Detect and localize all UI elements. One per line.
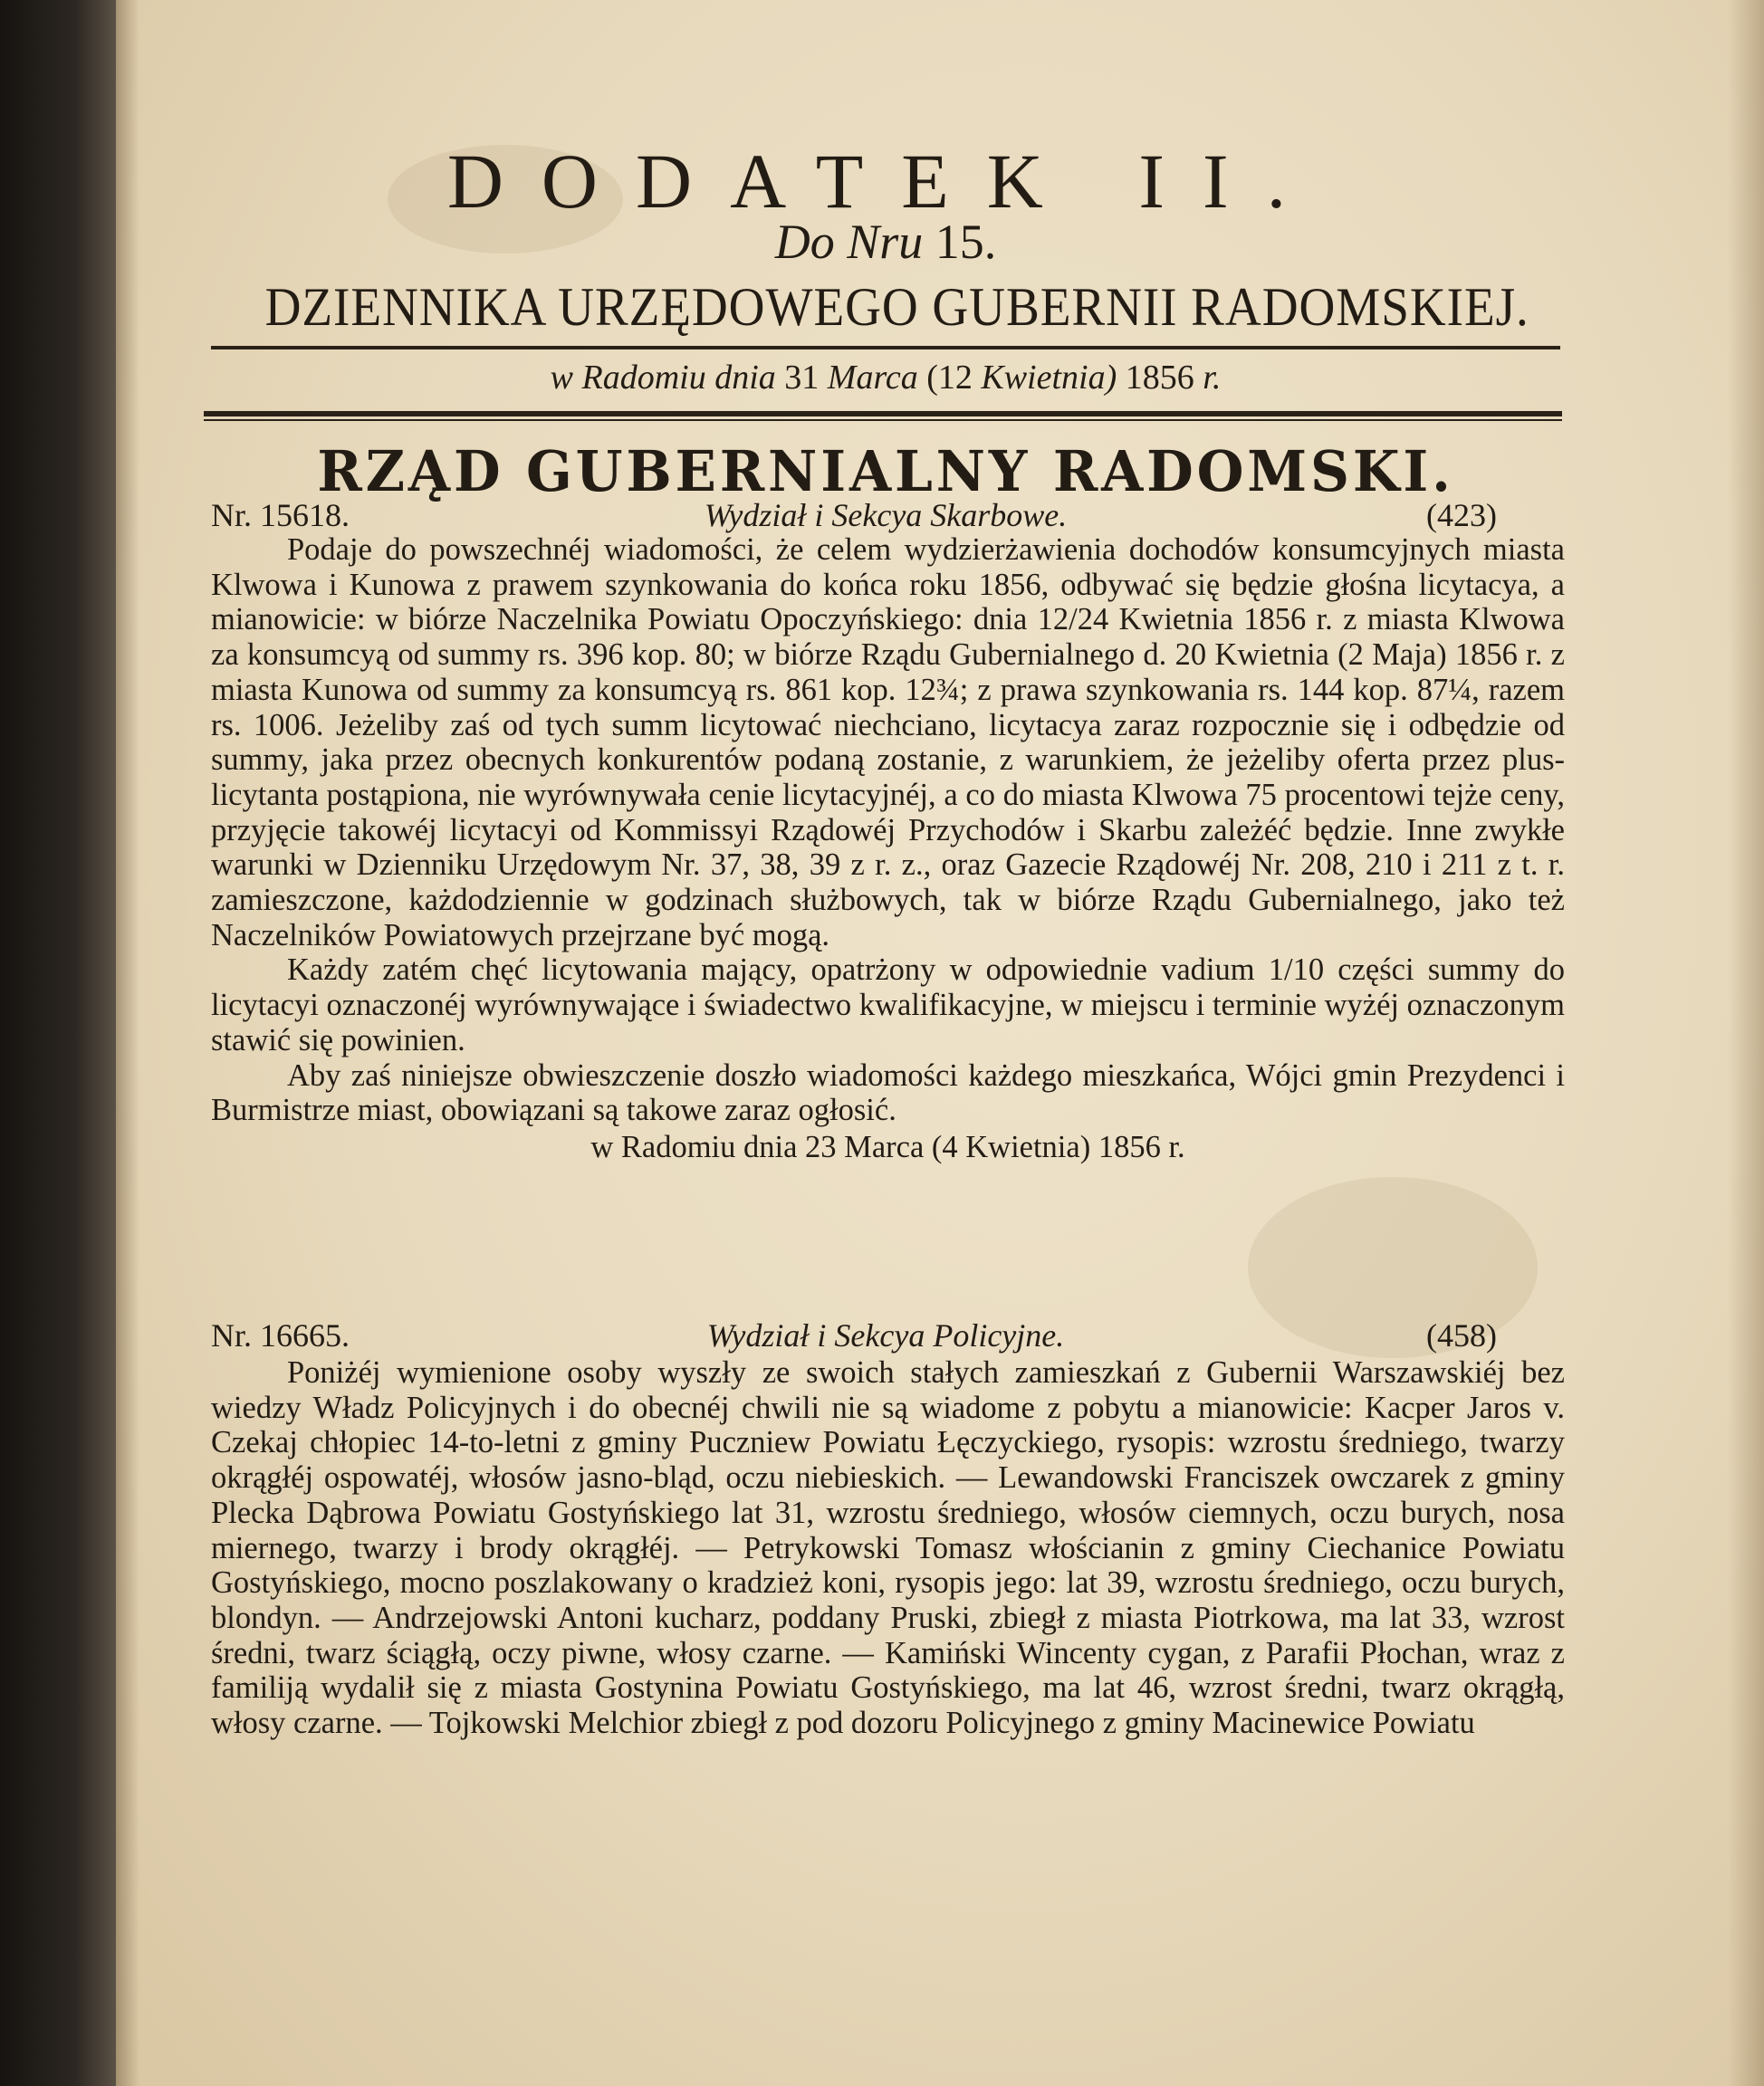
date-alt-month: Kwietnia) [981,359,1117,397]
date-year: 1856 [1125,359,1194,397]
notice-number: Nr. 16665. [211,1317,350,1354]
notice-code: (423) [1426,497,1497,533]
date-month: Marca [827,359,918,397]
issue-prefix: Do Nru [774,215,924,269]
issue-number: 15. [935,215,997,269]
date-r: r. [1203,359,1222,397]
notice-header [211,1316,1560,1356]
date-alt: (12 [926,359,973,397]
notice-paragraph: Każdy zatém chęć licytowania mający, opatrżony w odpowiednie vadium 1/10 części summy do licytacyi oznaczonéj wyrównywające i świadectwo kwalifikacyjne, w miejscu i terminie wyżéj oznaczonym stawić się powinien. [211,952,1565,1057]
scan-background-left [0,0,116,2086]
journal-title: DZIENNIKA URZĘDOWEGO GUBERNII RADOMSKIEJ. [264,277,1529,337]
notice-paragraph: Poniżéj wymienione osoby wyszły ze swoich stałych zamieszkań z Gubernii Warszawskiéj bez wiedzy Władz Policyjnych i do obecnéj chwili nie są wiadome z pobytu a mianowicie: Kacper Jaros v. Czekaj chłopiec 14-to-letni z gminy Puczniew Powiatu Łęczyckiego, rysopis: wzrostu średniego, twarzy okrągłéj ospowatéj, włosów jasno-bląd, oczu niebieskich. — Lewandowski Franciszek owczarek z gminy Plecka Dąbrowa Powiatu Gostyńskiego lat 31, wzrostu średniego, włosów ciemnych, oczu burych, nosa miernego, twarzy i brody okrągłéj. — Petrykowski Tomasz włościanin z gminy Ciechanice Powiatu Gostyńskiego, mocno poszlakowany o kradzież koni, rysopis jego: lat 39, wzrostu średniego, oczu burych, blondyn. — Andrzejowski Antoni kucharz, poddany Pruski, zbiegł z miasta Piotrkowa, ma lat 33, wzrost średni, twarz ściągłą, oczy piwne, włosy czarne. — Kamiński Wincenty cygan, z Parafii Płochan, wraz z familiją wydalił się z miasta Gostynina Powiatu Gostyńskiego, ma lat 46, wzrost średni, twarz okrągłą, włosy czarne. — Tojkowski Melchior zbiegł z pod dozoru Policyjnego z gminy Macinewice Powiatu [211,1355,1565,1741]
date-place: w Radomiu dnia [550,359,776,397]
double-rule-bottom [204,419,1562,421]
header-rule [211,346,1560,349]
notice-body [211,532,1565,1165]
notice-code: (458) [1426,1317,1497,1354]
notice-department: Wydział i Sekcya Skarbowe. [704,497,1068,533]
authority-heading: RZĄD GUBERNIALNY RADOMSKI. [317,438,1454,504]
notice-closing-date: w Radomiu dnia 23 Marca (4 Kwietnia) 1856 r. [590,1129,1185,1164]
notice-department: Wydział i Sekcya Policyjne. [706,1317,1065,1354]
notice-header [211,496,1560,536]
issue-line [211,214,1560,270]
notice-number: Nr. 15618. [211,497,350,533]
notice-paragraph: Aby zaś niniejsze obwieszczenie doszło wiadomości każdego mieszkańca, Wójci gmin Prezydenci i Burmistrze miast, obowiązani są takowe zaraz ogłosić. [211,1057,1565,1128]
publication-date-line [211,358,1560,397]
notice-paragraph: Podaje do powszechnéj wiadomości, że celem wydzierżawienia dochodów konsumcyjnych miasta Klwowa i Kunowa z prawem szynkowania do końca roku 1856, odbywać się będzie głośna licytacya, a mianowicie: w biórze Naczelnika Powiatu Opoczyńskiego: dnia 12/24 Kwietnia 1856 r. z miasta Klwowa za konsumcyą od summy rs. 396 kop. 80; w biórze Rządu Gubernialnego d. 20 Kwietnia (2 Maja) 1856 r. z miasta Kunowa od summy za konsumcyą rs. 861 kop. 12¾; z prawa szynkowania rs. 144 kop. 87¼, razem rs. 1006. Jeżeliby zaś od tych summ licytować niechciano, licytacya zaraz rozpocznie się i odbędzie od summy, jaka przez obecnych konkurentów podaną zostanie, z warunkiem, że jeżeliby oferta przez plus-licytanta postąpiona, nie wyrównywała cenie licytacyjnéj, a co do miasta Klwowa 75 procentowi tejże ceny, przyjęcie takowéj licytacyi od Kommissyi Rządowéj Przychodów i Skarbu zależéć będzie. Inne zwykłe warunki w Dzienniku Urzędowym Nr. 37, 38, 39 z r. z., oraz Gazecie Rządowéj Nr. 208, 210 i 211 z t. r. zamieszczone, każdodziennie w godzinach służbowych, tak w biórze Rządu Gubernialnego, jako też Naczelników Powiatowych przejrzane być mogą. [211,532,1565,952]
supplement-title: DODATEK II. [446,138,1325,225]
date-day: 31 [784,359,820,397]
notice-body [211,1355,1565,1741]
double-rule-top [204,411,1562,416]
